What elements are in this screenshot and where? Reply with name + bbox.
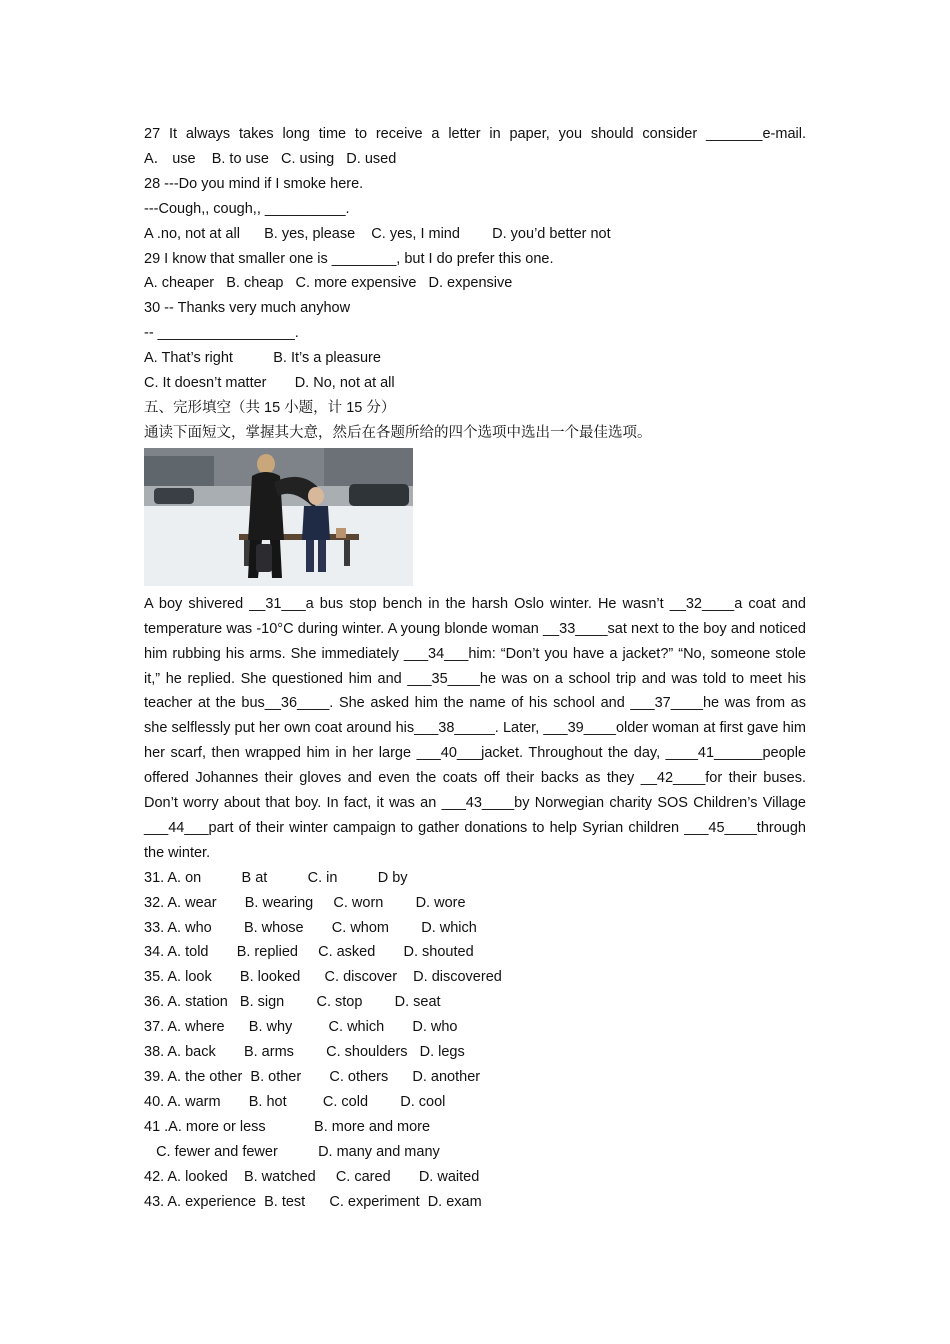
- section-title: 五、完形填空（共 15 小题，计 15 分）: [144, 399, 396, 416]
- q27-options: A． use B. to use C. using D. used: [144, 150, 397, 167]
- option-41-b: C. fewer and fewer D. many and many: [144, 1143, 440, 1160]
- option-36: 36. A. station B. sign C. stop D. seat: [144, 994, 441, 1011]
- option-37: 37. A. where B. why C. which D. who: [144, 1019, 458, 1036]
- option-41-a: 41 .A. more or less B. more and more: [144, 1118, 431, 1135]
- passage-text: A boy shivered __31___a bus stop bench in the harsh Oslo winter. He wasn’t __32____a coat and temperature was -10°C during winter. A young blonde woman __33____sat next to the boy and noticed him rubbing his arms. She immediately ___34___him: “Don’t you have a jacket?” “No, someone stole it,” he replied. She questioned him and ___35____he was on a school trip and was told to meet his teacher at the bus__36____. She asked him the name of his school and ___37____he was from as she selflessly put her own coat around his___38_____. Later, ___39____older woman at first gave him her scarf, then wrapped him in her large ___40___jacket. Throughout the day, ____41______people offered Johannes their gloves and even the coats off their backs as they __42____for their buses. Don’t worry about that boy. In fact, it was an ___43____by Norwegian charity SOS Children’s Village ___44___part of their winter campaign to gather donations to help Syrian children ___45____through the winter.: [144, 595, 806, 861]
- option-43: 43. A. experience B. test C. experiment D. exam: [144, 1193, 482, 1210]
- option-40: 40. A. warm B. hot C. cold D. cool: [144, 1093, 446, 1110]
- q28-stem: 28 ---Do you mind if I smoke here.: [144, 175, 364, 192]
- option-34: 34. A. told B. replied C. asked D. shouted: [144, 944, 474, 961]
- option-38: 38. A. back B. arms C. shoulders D. legs: [144, 1044, 465, 1061]
- q29-stem: 29 I know that smaller one is ________, but I do prefer this one.: [144, 250, 554, 267]
- passage-photo: [144, 448, 413, 586]
- q30-stem: 30 -- Thanks very much anyhow: [144, 300, 351, 317]
- option-39: 39. A. the other B. other C. others D. another: [144, 1069, 481, 1085]
- q27-stem: 27 It always takes long time to receive a letter in paper, you should consider _______e-mail.: [144, 126, 806, 142]
- option-32: 32. A. wear B. wearing C. worn D. wore: [144, 894, 466, 911]
- option-33: 33. A. who B. whose C. whom D. which: [144, 919, 477, 936]
- option-31: 31. A. on B at C. in D by: [144, 869, 408, 886]
- q30-options-2: C. It doesn’t matter D. No, not at all: [144, 375, 395, 392]
- q30-options-1: A. That’s right B. It’s a pleasure: [144, 350, 381, 367]
- q29-options: A. cheaper B. cheap C. more expensive D. expensive: [144, 275, 513, 292]
- q30-reply: -- _________________.: [144, 325, 299, 342]
- section-instruction: 通读下面短文，掌握其大意，然后在各题所给的四个选项中选出一个最佳选项。: [144, 424, 652, 441]
- q28-reply: ---Cough,, cough,, __________.: [144, 200, 350, 217]
- document-page: [144, 122, 806, 1214]
- option-35: 35. A. look B. looked C. discover D. discovered: [144, 969, 502, 986]
- option-42: 42. A. looked B. watched C. cared D. waited: [144, 1168, 480, 1185]
- q28-options: A .no, not at all B. yes, please C. yes, I mind D. you’d better not: [144, 225, 611, 242]
